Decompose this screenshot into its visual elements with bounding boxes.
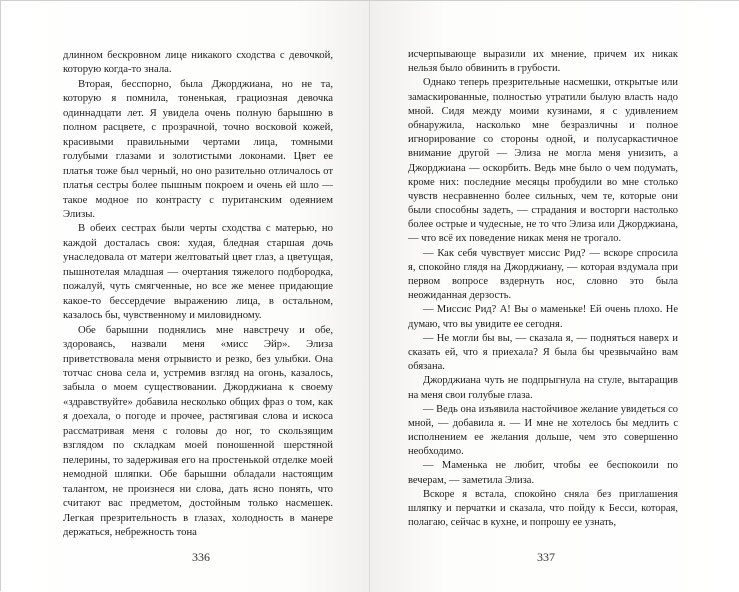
paragraph: Обе барышни поднялись мне навстречу и обе, здороваясь, назвали меня «мисс Эйр». Элиза приветствовала меня отрывисто и резко, без улыбки. Она тотчас снова села и, устремив взгляд на огонь, казалось, забыла о моем существовании. Джорджиана к своему «здравствуйте» добавила несколько общих фраз о том, как я доехала, о погоде и прочее, растягивая слова и искоса рассматривая меня с головы до ног, то скользящим взглядом по складкам моей поношенной шерстяной пелерины, то задерживая его на простенькой отделке моей немодной шляпки. Обе барышни обладали настоящим талантом, не произнеся ни слова, дать ясно понять, что считают вас предметом, достойным только насмешек. Легкая презрительность в глазах, холодность в манере держаться, небрежность тона <box>63 323 333 538</box>
paragraph: длинном бескровном лице никакого сходства с девочкой, которую когда-то знала. <box>63 49 333 76</box>
paragraph: Вскоре я встала, спокойно сняла без приглашения шляпку и перчатки и сказала, что пойду к Бесси, которая, полагаю, сейчас в кухне, и попрошу ее узнать, <box>408 488 678 529</box>
paragraph: Однако теперь презрительные насмешки, открытые или замаскированные, полностью утратили былую власть надо мной. Сидя между моими кузинами, я с удивлением обнаружила, насколько мне безразличны и полное игнорирование со стороны одной, и полусаркастичное внимание другой — Элиза не могла меня унизить, а Джорджиана — оскорбить. Ведь мне было о чем подумать, кроме них: последние месяцы пробудили во мне столько чувств несравненно более сильных, чем те, которые они были способны задеть, — страдания и восторги настолько более острые и чудесные, не то что Элиза или Джорджиана, — что всё их поведение никак меня не трогало. <box>408 77 678 245</box>
right-page <box>370 1 739 592</box>
paragraph: — Не могли бы вы, — сказала я, — подняться наверх и сказать ей, что я приехала? Я была бы чрезвычайно вам обязана. <box>408 332 678 373</box>
page-number-left: 336 <box>192 550 210 564</box>
right-page-text <box>408 48 678 530</box>
paragraph: — Маменька не любит, чтобы ее беспокоили по вечерам, — заметила Элиза. <box>408 460 678 486</box>
paragraph: — Как себя чувствует миссис Рид? — вскоре спросила я, спокойно глядя на Джорджиану, — которая вздумала при первом вопросе вздернуть нос, словно это была неожиданная дерзость. <box>408 247 678 302</box>
page-number-right: 337 <box>537 550 555 564</box>
paragraph: Вторая, бесспорно, была Джорджиана, но не та, которую я помнила, тоненькая, грациозная девочка одиннадцати лет. Я увидела очень полную барышню в полном расцвете, с прозрачной, точно восковой кожей, красивыми правильными чертами лица, томными голубыми глазами и золотистыми локонами. Цвет ее платья тоже был черный, но оно разительно отличалось от платья сестры более пышным покроем и очень ей шло — такое модное по контрасту с пуританским одеянием Элизы. <box>63 77 333 220</box>
paragraph: В обеих сестрах были черты сходства с матерью, но каждой досталась своя: худая, бледная старшая дочь унаследовала от матери желтоватый цвет глаз, а цветущая, пышнотелая младшая — очертания тяжелого подбородка, пожалуй, чуть смягченные, но все же менее придающие какое-то бессердечие выражению лица, в остальном, казалось бы, чувственному и миловидному. <box>63 222 333 322</box>
left-page <box>1 1 370 592</box>
left-page-text <box>63 48 333 539</box>
paragraph: — Миссис Рид? А! Вы о маменьке! Ей очень плохо. Не думаю, что вы увидите ее сегодня. <box>408 304 678 330</box>
paragraph: Джорджиана чуть не подпрыгнула на стуле, вытаращив на меня свои голубые глаза. <box>408 375 678 401</box>
paragraph: — Ведь она изъявила настойчивое желание увидеться со мной, — добавила я. — И мне не хотелось бы медлить с исполнением ее желания дольше, чем это совершенно необходимо. <box>408 403 678 458</box>
paragraph: исчерпывающе выразили их мнение, причем их никак нельзя было обвинить в грубости. <box>408 49 678 75</box>
